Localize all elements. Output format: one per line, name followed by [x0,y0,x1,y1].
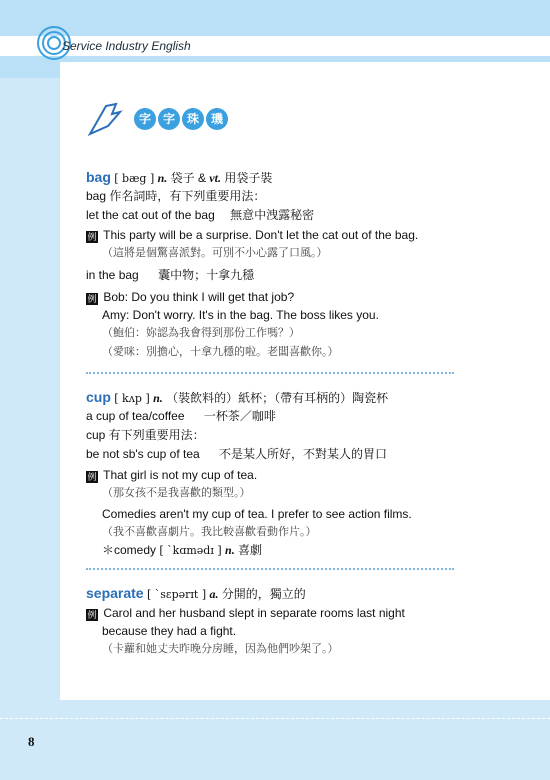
phrase: in the bag [86,268,139,282]
example-translation: （這將是個驚喜派對。可別不小心露了口風。） [102,247,328,259]
entry-pos: a. [209,587,219,601]
example-line [86,226,418,244]
quill-icon [86,100,124,140]
example-line [86,604,405,622]
example-sentence: because they had a fight. [102,624,237,638]
example-line [86,466,257,484]
entry-pos: vt. [209,171,221,185]
related-word [102,541,262,560]
example-marker-icon: 例 [87,294,97,304]
phrase-line [86,266,254,284]
phrase-line [86,407,276,425]
example-translation: （我不喜歡喜劇片。我比較喜歡看動作片。） [102,526,317,538]
usage-note: bag 作名詞時，有下列重要用法： [86,189,266,203]
related-word-ipa: [ ˋkɑmədɪ ] [159,544,222,557]
example-sentence: This party will be a surprise. Don't let the cat out of the bag. [103,228,419,242]
phrase-line [86,206,314,224]
example-sentence: Bob: Do you think I will get that job? [103,290,295,304]
example-sentence: Carol and her husband slept in separate rooms last night [103,606,405,620]
example-marker-icon: 例 [87,472,97,482]
related-word-definition: 喜劇 [238,543,263,557]
example-sentence: That girl is not my cup of tea. [103,468,258,482]
phrase: let the cat out of the bag [86,208,215,222]
example-sentence: Comedies aren't my cup of tea. I prefer to see action films. [102,507,412,521]
example-marker-icon: 例 [87,610,97,620]
example-translation: （愛咪：別擔心，十拿九穩的啦。老闆喜歡你。） [102,346,339,358]
footer-divider [0,718,550,719]
section-divider [86,568,454,570]
entry-pos: n. [153,391,163,405]
example-marker-icon: 例 [87,232,97,242]
title-char-1: 字 [134,108,156,130]
title-char-3: 珠 [182,108,204,130]
phrase-meaning: 無意中洩露秘密 [230,208,315,222]
section-divider [86,372,454,374]
entry-definition: 分開的，獨立的 [221,587,306,601]
entry-pos: n. [157,171,168,185]
phrase: be not sb's cup of tea [86,447,200,461]
entry-word: bag [86,169,111,185]
section-title [86,100,236,140]
entry-ipa: [ ˋsɛpərɪt ] [146,588,207,601]
page-number: 8 [28,734,35,749]
phrase-line [86,445,387,463]
entry-definition: （裝飲料的）紙杯；（帶有耳柄的）陶瓷杯 [166,391,389,405]
example-line [86,288,294,306]
phrase-meaning: 不是某人所好，不對某人的胃口 [219,447,388,461]
phrase: a cup of tea/coffee [86,409,185,423]
entry-bag-headline [86,168,272,188]
example-translation: （卡蘿和她丈夫昨晚分房睡，因為他們吵架了。） [102,643,339,655]
title-char-2: 字 [158,108,180,130]
title-char-4: 璣 [206,108,228,130]
entry-cup-headline [86,388,388,408]
entry-definition: 袋子 & [170,171,206,185]
entry-ipa: [ bæg ] [114,172,155,185]
entry-ipa: [ kʌp ] [114,392,150,405]
header-title: Service Industry English [62,39,191,53]
entry-word: cup [86,389,111,405]
entry-separate-headline [86,584,306,604]
usage-note: cup 有下列重要用法： [86,428,205,442]
phrase-meaning: 囊中物；十拿九穩 [158,268,255,282]
related-word-pos: n. [225,543,235,557]
example-translation: （鮑伯：妳認為我會得到那份工作嗎？） [102,327,300,339]
entry-word: separate [86,585,144,601]
phrase-meaning: 一杯茶／咖啡 [203,409,276,423]
related-word-text: ＊comedy [102,543,157,557]
entry-definition: 用袋子裝 [224,171,273,185]
example-translation: （那女孩不是我喜歡的類型。） [102,487,251,499]
example-sentence: Amy: Don't worry. It's in the bag. The boss likes you. [102,308,379,322]
